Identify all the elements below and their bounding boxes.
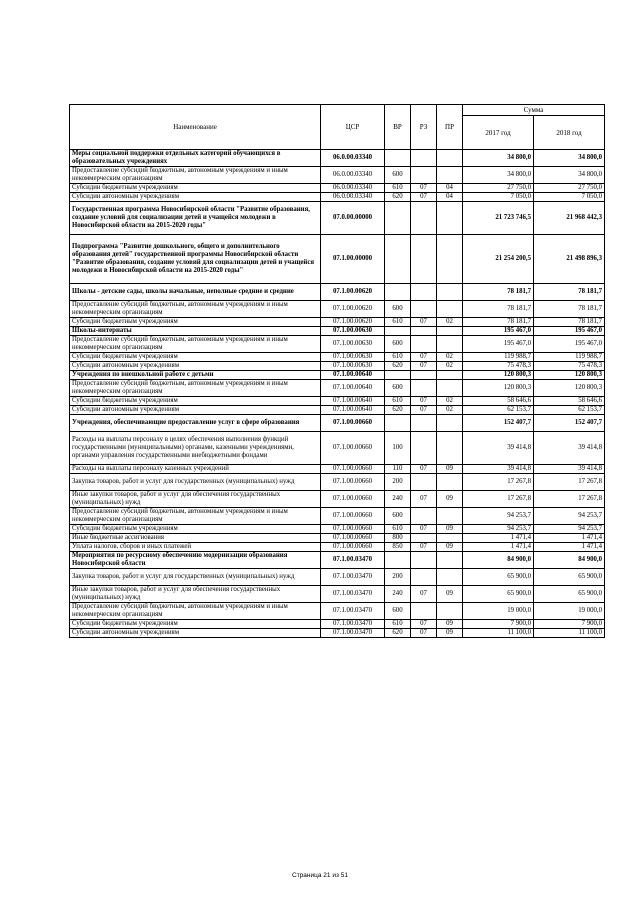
row-pr	[437, 474, 463, 491]
row-name: Меры социальной поддержки отдельных категорий обучающихся в образовательных учреждениях	[70, 150, 321, 167]
row-pr	[437, 508, 463, 525]
row-name: Предоставление субсидий бюджетным, автономным учреждениям и иным некоммерческим организациям	[70, 167, 321, 184]
row-vr: 600	[385, 380, 411, 397]
row-csr: 07.1.00.00640	[321, 380, 385, 397]
row-pr	[437, 327, 463, 336]
row-pr	[437, 569, 463, 586]
row-sum-2018: 7 050,0	[534, 193, 605, 202]
row-csr: 07.1.00.00660	[321, 465, 385, 474]
row-pr	[437, 202, 463, 235]
row-name: Субсидии бюджетным учреждениям	[70, 318, 321, 327]
row-sum-2018: 27 750,0	[534, 184, 605, 193]
row-name: Учреждения по внешкольной работе с детьми	[70, 371, 321, 380]
row-sum-2017: 21 254 200,5	[463, 235, 534, 284]
row-sum-2018: 21 498 896,3	[534, 235, 605, 284]
row-csr: 07.1.00.00660	[321, 415, 385, 432]
row-rz: 07	[411, 465, 437, 474]
row-sum-2017: 21 723 746,5	[463, 202, 534, 235]
row-sum-2018: 21 968 442,3	[534, 202, 605, 235]
row-rz	[411, 603, 437, 620]
row-name: Субсидии бюджетным учреждениям	[70, 353, 321, 362]
header-name: Наименование	[70, 105, 321, 150]
row-csr: 07.1.00.00640	[321, 406, 385, 415]
row-name: Уплата налогов, сборов и иных платежей	[70, 543, 321, 552]
row-pr	[437, 167, 463, 184]
table-row	[70, 620, 605, 629]
row-csr: 07.1.00.00660	[321, 534, 385, 543]
row-vr: 600	[385, 508, 411, 525]
table-row	[70, 380, 605, 397]
row-rz: 07	[411, 397, 437, 406]
row-sum-2018: 195 467,0	[534, 336, 605, 353]
row-csr: 07.1.00.03470	[321, 620, 385, 629]
row-name: Закупка товаров, работ и услуг для государственных (муниципальных) нужд	[70, 569, 321, 586]
row-name: Субсидии бюджетным учреждениям	[70, 620, 321, 629]
row-sum-2018: 58 646,6	[534, 397, 605, 406]
table-row	[70, 465, 605, 474]
row-sum-2018: 78 181,7	[534, 301, 605, 318]
row-csr: 06.0.00.03340	[321, 167, 385, 184]
row-sum-2017: 152 407,7	[463, 415, 534, 432]
row-vr	[385, 202, 411, 235]
row-vr: 200	[385, 474, 411, 491]
row-sum-2017: 120 800,3	[463, 380, 534, 397]
row-vr	[385, 415, 411, 432]
row-sum-2017: 65 900,0	[463, 586, 534, 603]
row-sum-2018: 65 900,0	[534, 586, 605, 603]
row-vr: 800	[385, 534, 411, 543]
row-rz: 07	[411, 406, 437, 415]
row-vr: 600	[385, 603, 411, 620]
table-row	[70, 406, 605, 415]
row-rz: 07	[411, 184, 437, 193]
table-body	[70, 150, 605, 638]
row-sum-2017: 7 050,0	[463, 193, 534, 202]
page-number: Страница 21 из 51	[292, 872, 348, 879]
row-sum-2018: 39 414,8	[534, 432, 605, 465]
row-sum-2017: 17 267,8	[463, 474, 534, 491]
row-pr: 02	[437, 406, 463, 415]
row-sum-2017: 195 467,0	[463, 327, 534, 336]
row-sum-2017: 78 181,7	[463, 284, 534, 301]
row-sum-2017: 75 478,3	[463, 362, 534, 371]
row-rz	[411, 432, 437, 465]
row-rz: 07	[411, 543, 437, 552]
row-sum-2018: 120 800,3	[534, 371, 605, 380]
header-sum: Сумма	[463, 105, 605, 116]
budget-sheet	[69, 104, 604, 638]
table-row	[70, 336, 605, 353]
row-sum-2017: 94 253,7	[463, 525, 534, 534]
row-name: Субсидии автономным учреждениям	[70, 193, 321, 202]
row-name: Иные закупки товаров, работ и услуг для обеспечения государственных (муниципальных) нужд	[70, 586, 321, 603]
row-csr: 07.1.00.00620	[321, 318, 385, 327]
row-pr	[437, 301, 463, 318]
table-row	[70, 362, 605, 371]
header-rz: РЗ	[411, 105, 437, 150]
table-row	[70, 184, 605, 193]
row-csr: 07.1.00.03470	[321, 629, 385, 638]
row-sum-2018: 34 800,0	[534, 167, 605, 184]
row-vr	[385, 235, 411, 284]
row-vr	[385, 150, 411, 167]
row-pr	[437, 552, 463, 569]
row-name: Подпрограмма "Развитие дошкольного, общего и дополнительного образования детей" государственной программы Новосибирской области "Развитие образования, создание условий для социализации детей и учащейся молодежи в Новосибирской области на 2015-2020 годы"	[70, 235, 321, 284]
row-sum-2018: 1 471,4	[534, 534, 605, 543]
row-csr: 07.1.00.03470	[321, 569, 385, 586]
row-sum-2018: 195 467,0	[534, 327, 605, 336]
table-row	[70, 586, 605, 603]
row-pr: 02	[437, 397, 463, 406]
row-csr: 07.1.00.00640	[321, 371, 385, 380]
row-sum-2018: 75 478,3	[534, 362, 605, 371]
table-row	[70, 327, 605, 336]
row-sum-2017: 78 181,7	[463, 318, 534, 327]
row-rz	[411, 235, 437, 284]
row-sum-2017: 78 181,7	[463, 301, 534, 318]
row-rz: 07	[411, 629, 437, 638]
row-name: Предоставление субсидий бюджетным, автономным учреждениям и иным некоммерческим организациям	[70, 508, 321, 525]
row-csr: 07.1.00.00000	[321, 235, 385, 284]
row-pr: 04	[437, 184, 463, 193]
row-pr	[437, 284, 463, 301]
row-name: Субсидии автономным учреждениям	[70, 362, 321, 371]
row-name: Школы - детские сады, школы начальные, неполные средние и средние	[70, 284, 321, 301]
row-pr: 09	[437, 543, 463, 552]
row-pr	[437, 415, 463, 432]
row-csr: 06.0.00.03340	[321, 150, 385, 167]
row-pr: 09	[437, 525, 463, 534]
row-name: Иные закупки товаров, работ и услуг для обеспечения государственных (муниципальных) нужд	[70, 491, 321, 508]
table-row	[70, 552, 605, 569]
row-sum-2017: 94 253,7	[463, 508, 534, 525]
row-csr: 07.1.00.00660	[321, 543, 385, 552]
table-row	[70, 543, 605, 552]
row-rz: 07	[411, 353, 437, 362]
row-sum-2017: 7 900,0	[463, 620, 534, 629]
row-sum-2018: 84 900,0	[534, 552, 605, 569]
row-sum-2018: 1 471,4	[534, 543, 605, 552]
row-vr: 610	[385, 318, 411, 327]
row-sum-2018: 152 407,7	[534, 415, 605, 432]
row-sum-2017: 84 900,0	[463, 552, 534, 569]
table-row	[70, 167, 605, 184]
row-rz	[411, 336, 437, 353]
row-pr: 09	[437, 491, 463, 508]
row-vr	[385, 371, 411, 380]
row-sum-2018: 94 253,7	[534, 508, 605, 525]
row-name: Субсидии бюджетным учреждениям	[70, 525, 321, 534]
row-sum-2018: 19 000,0	[534, 603, 605, 620]
row-rz	[411, 508, 437, 525]
row-vr: 240	[385, 586, 411, 603]
row-csr: 07.1.00.00630	[321, 336, 385, 353]
row-pr	[437, 380, 463, 397]
row-sum-2017: 58 646,6	[463, 397, 534, 406]
row-csr: 07.1.00.00630	[321, 327, 385, 336]
row-name: Субсидии бюджетным учреждениям	[70, 397, 321, 406]
table-row	[70, 432, 605, 465]
row-name: Расходы на выплаты персоналу в целях обеспечения выполнения функций государственными (муниципальными) органами, казенными учреждениями, органами управления государственными внебюджетными фондами	[70, 432, 321, 465]
row-pr: 02	[437, 353, 463, 362]
row-csr: 07.1.00.03470	[321, 586, 385, 603]
row-pr: 09	[437, 465, 463, 474]
row-pr: 02	[437, 362, 463, 371]
row-rz	[411, 552, 437, 569]
row-vr: 850	[385, 543, 411, 552]
row-csr: 07.1.00.00660	[321, 474, 385, 491]
row-csr: 07.1.00.00620	[321, 284, 385, 301]
row-rz	[411, 301, 437, 318]
row-sum-2017: 62 153,7	[463, 406, 534, 415]
row-sum-2017: 34 800,0	[463, 150, 534, 167]
row-sum-2017: 39 414,8	[463, 432, 534, 465]
row-vr: 610	[385, 353, 411, 362]
row-sum-2018: 94 253,7	[534, 525, 605, 534]
row-pr: 04	[437, 193, 463, 202]
row-pr	[437, 534, 463, 543]
table-row	[70, 284, 605, 301]
table-row	[70, 508, 605, 525]
row-sum-2017: 120 800,3	[463, 371, 534, 380]
row-sum-2017: 27 750,0	[463, 184, 534, 193]
row-name: Субсидии бюджетным учреждениям	[70, 184, 321, 193]
row-pr	[437, 603, 463, 620]
row-name: Школы-интернаты	[70, 327, 321, 336]
row-csr: 07.1.00.00660	[321, 508, 385, 525]
header-year-2017: 2017 год	[463, 116, 534, 150]
row-sum-2017: 39 414,8	[463, 465, 534, 474]
table-row	[70, 318, 605, 327]
row-rz: 07	[411, 193, 437, 202]
row-csr: 07.1.00.00640	[321, 397, 385, 406]
row-vr: 610	[385, 397, 411, 406]
row-vr: 600	[385, 301, 411, 318]
row-vr: 600	[385, 167, 411, 184]
row-pr	[437, 235, 463, 284]
row-name: Предоставление субсидий бюджетным, автономным учреждениям и иным некоммерческим организациям	[70, 380, 321, 397]
row-rz	[411, 284, 437, 301]
row-vr: 610	[385, 525, 411, 534]
table-row	[70, 491, 605, 508]
row-csr: 07.1.00.00630	[321, 362, 385, 371]
row-name: Расходы на выплаты персоналу казенных учреждений	[70, 465, 321, 474]
row-sum-2017: 17 267,8	[463, 491, 534, 508]
row-sum-2018: 120 800,3	[534, 380, 605, 397]
table-row	[70, 629, 605, 638]
row-sum-2018: 17 267,8	[534, 491, 605, 508]
row-pr	[437, 150, 463, 167]
row-rz	[411, 371, 437, 380]
row-vr	[385, 284, 411, 301]
row-csr: 07.1.00.00660	[321, 491, 385, 508]
row-pr: 09	[437, 586, 463, 603]
row-rz: 07	[411, 318, 437, 327]
row-pr	[437, 432, 463, 465]
row-sum-2018: 7 900,0	[534, 620, 605, 629]
table-row	[70, 569, 605, 586]
header-year-2018: 2018 год	[534, 116, 605, 150]
row-csr: 07.1.00.00660	[321, 432, 385, 465]
row-pr: 09	[437, 620, 463, 629]
table-row	[70, 603, 605, 620]
row-sum-2017: 119 988,7	[463, 353, 534, 362]
table-row	[70, 193, 605, 202]
row-name: Предоставление субсидий бюджетным, автономным учреждениям и иным некоммерческим организациям	[70, 301, 321, 318]
row-sum-2018: 34 800,0	[534, 150, 605, 167]
row-csr: 07.1.00.03470	[321, 603, 385, 620]
row-name: Субсидии автономным учреждениям	[70, 406, 321, 415]
row-sum-2018: 78 181,7	[534, 318, 605, 327]
row-rz: 07	[411, 525, 437, 534]
row-vr: 620	[385, 629, 411, 638]
row-sum-2018: 17 267,8	[534, 474, 605, 491]
table-row	[70, 371, 605, 380]
row-rz	[411, 150, 437, 167]
row-vr	[385, 327, 411, 336]
row-sum-2018: 65 900,0	[534, 569, 605, 586]
table-row	[70, 397, 605, 406]
row-name: Мероприятия по ресурсному обеспечению модернизации образования Новосибирской области	[70, 552, 321, 569]
row-name: Предоставление субсидий бюджетным, автономным учреждениям и иным некоммерческим организациям	[70, 336, 321, 353]
row-name: Иные бюджетные ассигнования	[70, 534, 321, 543]
row-rz	[411, 534, 437, 543]
row-sum-2017: 65 900,0	[463, 569, 534, 586]
row-rz	[411, 380, 437, 397]
row-rz	[411, 202, 437, 235]
header-csr: ЦСР	[321, 105, 385, 150]
table-row	[70, 150, 605, 167]
row-rz: 07	[411, 491, 437, 508]
header-row-1	[70, 105, 605, 116]
row-sum-2017: 195 467,0	[463, 336, 534, 353]
table-row	[70, 353, 605, 362]
row-sum-2018: 62 153,7	[534, 406, 605, 415]
row-vr: 110	[385, 465, 411, 474]
table-row	[70, 415, 605, 432]
row-vr: 620	[385, 362, 411, 371]
row-pr	[437, 336, 463, 353]
header-vr: ВР	[385, 105, 411, 150]
row-csr: 07.1.00.00660	[321, 525, 385, 534]
row-name: Закупка товаров, работ и услуг для государственных (муниципальных) нужд	[70, 474, 321, 491]
row-sum-2017: 1 471,4	[463, 543, 534, 552]
row-vr: 200	[385, 569, 411, 586]
table-row	[70, 525, 605, 534]
row-sum-2018: 78 181,7	[534, 284, 605, 301]
row-pr: 02	[437, 318, 463, 327]
row-rz	[411, 167, 437, 184]
row-csr: 06.0.00.03340	[321, 184, 385, 193]
row-vr: 600	[385, 336, 411, 353]
table-row	[70, 301, 605, 318]
row-vr	[385, 552, 411, 569]
table-row	[70, 534, 605, 543]
row-vr: 620	[385, 193, 411, 202]
row-vr: 620	[385, 406, 411, 415]
table-row	[70, 202, 605, 235]
row-rz	[411, 415, 437, 432]
row-name: Государственная программа Новосибирской области "Развитие образования, создание условий для социализации детей и учащейся молодежи в Новосибирской области на 2015-2020 годы"	[70, 202, 321, 235]
row-vr: 100	[385, 432, 411, 465]
row-csr: 06.0.00.03340	[321, 193, 385, 202]
row-rz: 07	[411, 362, 437, 371]
row-rz: 07	[411, 586, 437, 603]
row-sum-2017: 1 471,4	[463, 534, 534, 543]
row-csr: 07.1.00.00620	[321, 301, 385, 318]
row-csr: 07.0.00.00000	[321, 202, 385, 235]
row-sum-2017: 34 800,0	[463, 167, 534, 184]
row-vr: 610	[385, 620, 411, 629]
row-name: Учреждения, обеспечивающие предоставление услуг в сфере образования	[70, 415, 321, 432]
row-sum-2018: 11 100,0	[534, 629, 605, 638]
row-sum-2018: 119 988,7	[534, 353, 605, 362]
row-name: Субсидии автономным учреждениям	[70, 629, 321, 638]
budget-table	[69, 104, 605, 638]
table-row	[70, 235, 605, 284]
row-rz: 07	[411, 620, 437, 629]
row-sum-2017: 11 100,0	[463, 629, 534, 638]
row-sum-2018: 39 414,8	[534, 465, 605, 474]
row-pr: 09	[437, 629, 463, 638]
row-sum-2017: 19 000,0	[463, 603, 534, 620]
row-rz	[411, 327, 437, 336]
header-pr: ПР	[437, 105, 463, 150]
row-csr: 07.1.00.03470	[321, 552, 385, 569]
row-vr: 240	[385, 491, 411, 508]
row-vr: 610	[385, 184, 411, 193]
table-row	[70, 474, 605, 491]
row-rz	[411, 474, 437, 491]
row-rz	[411, 569, 437, 586]
row-csr: 07.1.00.00630	[321, 353, 385, 362]
row-name: Предоставление субсидий бюджетным, автономным учреждениям и иным некоммерческим организациям	[70, 603, 321, 620]
row-pr	[437, 371, 463, 380]
